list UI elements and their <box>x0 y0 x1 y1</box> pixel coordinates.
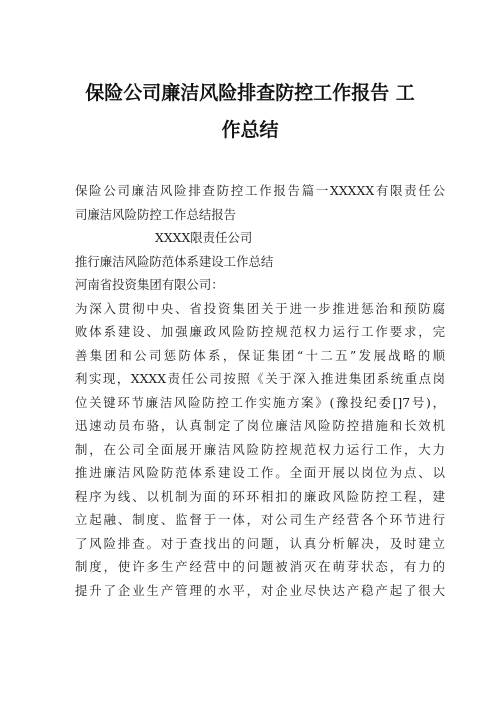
body-line: 制度，使许多生产经营中的问题被消灭在萌芽状态，有力的 <box>75 559 445 574</box>
company-signature: XXXX限责任公司 <box>155 230 253 245</box>
document-body <box>75 179 445 602</box>
body-line: 了风险排查。对于查找出的问题，认真分析解决，及时建立 <box>75 535 445 551</box>
body-line: 善集团和公司惩防体系，保证集团“十二五”发展战略的顺 <box>75 347 445 363</box>
body-line: 迅速动员布骆，认真制定了岗位廉洁风险防控措施和长效机 <box>75 418 445 433</box>
body-line: 立起融、制度、监督于一体，对公司生产经营各个环节进行 <box>75 512 445 527</box>
addressee: 河南省投资集团有限公司： <box>75 277 224 292</box>
body-line: 司廉洁风险防控工作总结报告 <box>75 206 237 222</box>
body-line: 制，在公司全面展开廉洁风险防控规范权力运行工作，大力 <box>75 441 445 457</box>
body-line: 程序为线、以机制为面的环环相扣的廉政风险防控工程，建 <box>75 488 445 504</box>
document-title-line-2: 作总结 <box>221 119 279 141</box>
section-heading: 推行廉洁风险防范体系建设工作总结 <box>75 253 274 269</box>
body-line: 提升了企业生产管理的水平，对企业尽快达产稳产起了很大 <box>75 582 445 598</box>
document-title-line-1: 保险公司廉洁风险排查防控工作报告 工 <box>85 82 415 104</box>
body-line: 推进廉洁风险防范体系建设工作。全面开展以岗位为点、以 <box>75 465 445 480</box>
body-line: 保险公司廉洁风险排查防控工作报告篇一XXXXX有限责任公 <box>75 183 445 198</box>
body-line: 位关键环节廉洁风险防控工作实施方案》(豫投纪委[]7号)， <box>75 394 445 410</box>
body-line: 为深入贯彻中央、省投资集团关于进一步推进惩治和预防腐 <box>75 300 445 316</box>
body-line: 利实现，XXXX责任公司按照《关于深入推进集团系统重点岗 <box>75 371 445 386</box>
body-line: 败体系建设、加强廉政风险防控规范权力运行工作要求，完 <box>75 324 445 339</box>
